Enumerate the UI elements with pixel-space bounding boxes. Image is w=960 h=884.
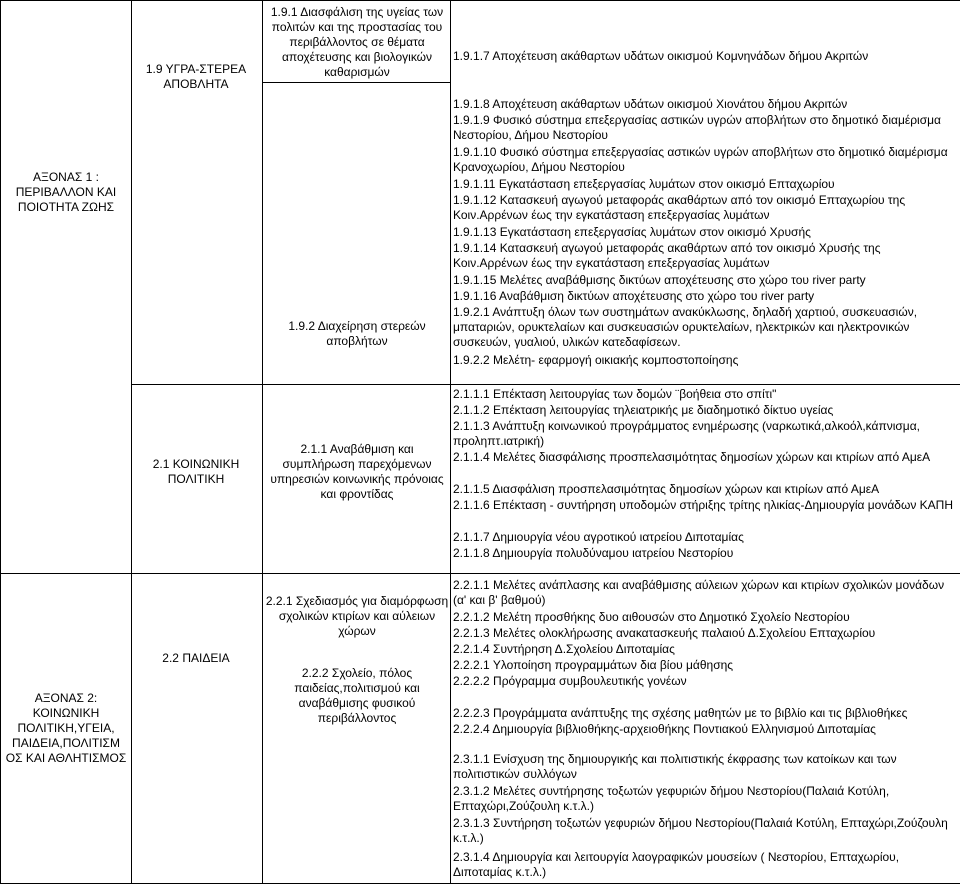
action-item: 1.9.1.10 Φυσικό σύστημα επεξεργασίας αστικών υγρών αποβλήτων στο δημοτικό διαμέρισμα Κρανοχωρίου, Δήμου Νεστορίου [453,145,948,174]
action-item: 2.1.1.6 Επέκταση - συντήρηση υποδομών στήριξης τρίτης ηλικίας-Δημιουργία μονάδων ΚΑΠΗ [453,498,954,512]
grid-line [262,0,263,884]
measure-label: 1.9.2 Διαχείρηση στερεών αποβλήτων [288,319,426,348]
axis-label: ΑΞΟΝΑΣ 2: ΚΟΙΝΩΝΙΚΗ ΠΟΛΙΤΙΚΗ,ΥΓΕΙΑ, ΠΑΙΔΕΙΑ,ΠΟΛΙΤΙΣΜ ΟΣ ΚΑΙ ΑΘΛΗΤΙΣΜΟΣ [5,690,127,765]
priority-label: 2.2 ΠΑΙΔΕΙΑ [162,650,230,665]
measure-label: 1.9.1 Διασφάλιση της υγείας των πολιτών και της προστασίας του περιβάλλοντος σε θέματα αποχέτευσης και βιολογικών καθαρισμών [270,4,444,79]
grid-line [131,0,132,884]
action-item: 1.9.1.12 Κατασκευή αγωγού μεταφοράς ακαθάρτων από τον οικισμό Επταχωρίου της Κοιν.Αρρένων έως την εγκατάσταση επεξεργασίας λυμάτων [453,193,906,222]
action-item: 2.2.2.4 Δημιουργία βιβλιοθήκης-αρχειοθήκης Ποντιακού Ελληνισμού Διποταμίας [453,722,876,736]
grid-line [0,0,1,884]
priority-cell [136,55,256,99]
measure-cell [267,318,447,350]
priority-cell [136,450,256,494]
action-item: 1.9.1.11 Εγκατάσταση επεξεργασίας λυμάτων στον οικισμό Επταχωρίου [453,177,835,191]
action-item: 2.2.1.3 Μελέτες ολοκλήρωσης ανακατασκευής παλαιού Δ.Σχολείου Επταχωρίου [453,626,876,640]
action-item: 1.9.1.8 Αποχέτευση ακάθαρτων υδάτων οικισμού Χιονάτου δήμου Ακριτών [453,97,848,111]
measure-cell [267,4,447,80]
measure-label: 2.2.2 Σχολείο, πόλος παιδείας,πολιτισμού και αναβάθμισης φυσικού περιβάλλοντος [294,666,420,725]
priority-label: 2.1 ΚΟΙΝΩΝΙΚΗ ΠΟΛΙΤΙΚΗ [152,457,240,486]
priority-label: 1.9 ΥΓΡΑ-ΣΤΕΡΕΑ ΑΠΟΒΛΗΤΑ [145,62,247,91]
axis-cell [4,0,128,384]
action-item: 1.9.1.16 Αναβάθμιση δικτύων αποχέτευσης στο χώρο του river party [453,289,815,303]
action-item: 1.9.2.1 Ανάπτυξη όλων των συστημάτων ανακύκλωσης, δηλαδή χαρτιού, συσκευασιών, μπαταριών, ορυκτελαίων και συσκευασιών ορυκτελαίων, ηλεκτρικών και ηλεκτρονικών συσκευών, γυαλιού, υλικών κατεδαφίσεων. [453,305,918,349]
action-item: 1.9.1.15 Μελέτες αναβάθμισης δικτύων αποχέτευσης στο χώρο του river party [453,273,866,287]
axis-cell [4,573,128,883]
action-item: 1.9.1.7 Αποχέτευση ακάθαρτων υδάτων οικισμού Κομνηνάδων δήμου Ακριτών [453,49,869,63]
action-item: 2.2.2.1 Υλοποίηση προγραμμάτων δια βίου μάθησης [453,658,734,672]
measure-cell [267,440,447,504]
action-item: 2.3.1.2 Μελέτες συντήρησης τοξωτών γεφυριών δήμου Νεστορίου(Παλαιά Κοτύλη, Επταχώρι,Ζούζουλη κ.τ.λ.) [453,784,890,813]
grid-line [450,0,451,884]
measure-cell [267,664,447,728]
grid-line [0,0,960,1]
action-item: 2.2.2.2 Πρόγραμμα συμβουλευτικής γονέων [453,674,687,688]
action-item: 2.3.1.4 Δημιουργία και λειτουργία λαογραφικών μουσείων ( Νεστορίου, Επταχωρίου, Διποταμίας κ.τ.λ.) [453,850,900,879]
priority-cell [136,648,256,668]
action-item: 1.9.1.9 Φυσικό σύστημα επεξεργασίας αστικών υγρών αποβλήτων στο δημοτικό διαμέρισμα Νεστορίου, Δήμου Νεστορίου [453,113,941,142]
action-item: 2.2.1.1 Μελέτες ανάπλασης και αναβάθμισης αύλειων χώρων και κτιρίων σχολικών μονάδων (α' και β' βαθμού) [453,578,945,607]
action-item: 2.3.1.1 Ενίσχυση της δημιουργικής και πολιτιστικής έκφρασης των κατοίκων και των πολιτιστικών συλλόγων [453,752,897,781]
action-item: 2.1.1.3 Ανάπτυξη κοινωνικού προγράμματος ενημέρωσης (ναρκωτικά,αλκοόλ,κάπνισμα, προληπτ.ιατρική) [453,419,920,448]
action-item: 2.1.1.1 Επέκταση λειτουργίας των δομών ¨βοήθεια στο σπίτι" [453,387,777,401]
action-item: 2.2.1.4 Συντήρηση Δ.Σχολείου Διποταμίας [453,642,675,656]
action-item: 2.1.1.5 Διασφάλιση προσπελασιμότητας δημοσίων χώρων και κτιρίων από ΑμεΑ [453,482,880,496]
action-item: 2.1.1.8 Δημιουργία πολυδύναμου ιατρείου Νεστορίου [453,546,734,560]
grid-line [0,573,960,574]
action-item: 2.2.2.3 Προγράμματα ανάπτυξης της σχέσης μαθητών με το βιβλίο και τις βιβλιοθήκες [453,706,908,720]
action-item: 2.2.1.2 Μελέτη προσθήκης δυο αιθουσών στο Δημοτικό Σχολείο Νεστορίου [453,610,850,624]
action-item: 1.9.1.14 Κατασκευή αγωγού μεταφοράς ακαθάρτων από τον οικισμό Χρυσής της Κοιν.Αρρένων έως την εγκατάσταση επεξεργασίας λυμάτων [453,241,881,270]
axis-label: ΑΞΟΝΑΣ 1 : ΠΕΡΙΒΑΛΛΟΝ ΚΑΙ ΠΟΙΟΤΗΤΑ ΖΩΗΣ [15,169,117,214]
measure-label: 2.1.1 Αναβάθμιση και συμπλήρωση παρεχόμενων υπηρεσιών κοινωνικής πρόνοιας και φροντίδας [270,442,444,501]
action-item: 1.9.1.13 Εγκατάσταση επεξεργασίας λυμάτων στον οικισμό Χρυσής [453,225,811,239]
measure-label: 2.2.1 Σχεδιασμός για διαμόρφωση σχολικών κτιρίων και αύλειων χώρων [265,593,449,638]
action-item: 2.1.1.4 Μελέτες διασφάλισης προσπελασιμότητας δημοσίων χώρων και κτιρίων από ΑμεΑ [453,450,931,464]
action-item: 2.3.1.3 Συντήρηση τοξωτών γεφυριών δήμου Νεστορίου(Παλαιά Κοτύλη, Επταχώρι,Ζούζουλη κ.τ.λ.) [453,816,948,845]
action-item: 2.1.1.7 Δημιουργία νέου αγροτικού ιατρείου Διποταμίας [453,530,744,544]
grid-line [131,384,960,385]
measure-cell [265,592,449,640]
action-item: 1.9.2.2 Μελέτη- εφαρμογή οικιακής κομποστοποίησης [453,353,739,367]
grid-line [262,82,450,83]
action-item: 2.1.1.2 Επέκταση λειτουργίας τηλειατρικής με διαδημοτικό δίκτυο υγείας [453,403,834,417]
